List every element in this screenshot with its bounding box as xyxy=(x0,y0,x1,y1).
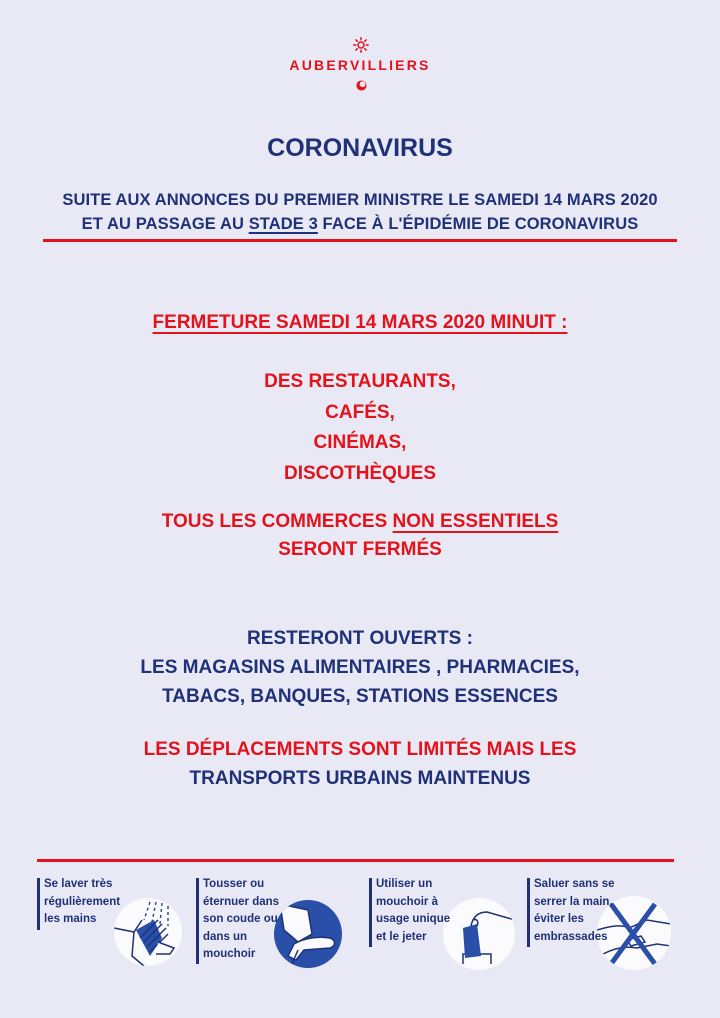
shops-line-1 xyxy=(0,508,720,536)
tip-line: régulièrement xyxy=(44,895,121,908)
shops-line-2: SERONT FERMÉS xyxy=(278,539,442,560)
closing-item: DISCOTHÈQUES xyxy=(283,462,437,484)
sun-icon xyxy=(353,37,369,53)
non-essential-emphasis: NON ESSENTIELS xyxy=(392,511,559,532)
intro-line-1: SUITE AUX ANNONCES DU PREMIER MINISTRE LE SAMEDI 14 MARS 2020 xyxy=(62,191,658,209)
open-heading: RESTERONT OUVERTS : xyxy=(247,628,473,649)
tip-accent-bar xyxy=(369,878,372,947)
tip-line: mouchoir xyxy=(203,948,256,960)
tip-text xyxy=(203,876,279,964)
closing-item: DES RESTAURANTS, xyxy=(264,371,456,392)
tip-line: usage unique xyxy=(376,913,451,925)
closing-list xyxy=(0,367,720,489)
tip-line: Se laver très xyxy=(44,878,113,890)
intro-line-2-end: FACE À L'ÉPIDÉMIE DE CORONAVIRUS xyxy=(317,215,639,233)
open-line-1: LES MAGASINS ALIMENTAIRES , PHARMACIES, xyxy=(140,657,580,678)
tip-text xyxy=(534,876,615,946)
open-businesses-notice xyxy=(0,624,720,711)
tip-text xyxy=(44,876,120,929)
page-title: CORONAVIRUS xyxy=(267,134,453,162)
cough-elbow-icon xyxy=(274,900,342,968)
tip-line: Saluer sans se xyxy=(534,878,615,890)
non-essential-shops-notice xyxy=(0,508,720,564)
tip-line: Tousser ou xyxy=(203,878,265,890)
tip-accent-bar xyxy=(527,878,530,947)
tip-line: Utiliser un xyxy=(376,878,433,890)
travel-notice xyxy=(0,735,720,793)
bottom-red-divider xyxy=(37,859,674,862)
city-logo-name: AUBERVILLIERS xyxy=(289,57,431,73)
intro-line-2 xyxy=(0,212,720,236)
tissue-bin-icon xyxy=(443,898,515,970)
intro-line-2-start: ET AU PASSAGE AU xyxy=(81,215,249,233)
tip-text xyxy=(376,876,450,946)
tip-line: embrassades xyxy=(534,930,608,943)
travel-line-2: TRANSPORTS URBAINS MAINTENUS xyxy=(189,768,531,789)
closing-heading-text: FERMETURE SAMEDI 14 MARS 2020 MINUIT : xyxy=(152,312,568,333)
tip-line: mouchoir à xyxy=(376,895,438,908)
tip-accent-bar xyxy=(37,878,40,930)
tip-accent-bar xyxy=(196,878,199,964)
tip-line: éviter les xyxy=(534,913,584,925)
travel-line-1: LES DÉPLACEMENTS SONT LIMITÉS MAIS LES xyxy=(143,739,577,760)
shops-line-1-start: TOUS LES COMMERCES xyxy=(161,511,393,532)
closing-heading xyxy=(0,311,720,335)
intro-text xyxy=(0,188,720,236)
top-red-divider xyxy=(43,239,677,242)
tip-line: dans un xyxy=(203,930,248,943)
tip-line: son coude ou xyxy=(203,913,278,925)
open-line-2: TABACS, BANQUES, STATIONS ESSENCES xyxy=(162,686,558,707)
tip-line: les mains xyxy=(44,913,97,925)
closing-item: CAFÉS, xyxy=(325,401,395,423)
stage-3-emphasis: STADE 3 xyxy=(248,215,318,233)
tip-line: serrer la main, xyxy=(534,895,613,908)
hand-washing-icon xyxy=(114,898,182,966)
closing-item: CINÉMAS, xyxy=(313,432,407,453)
moon-icon xyxy=(356,80,367,91)
tip-line: et le jeter xyxy=(376,930,427,943)
tip-line: éternuer dans xyxy=(203,895,280,908)
